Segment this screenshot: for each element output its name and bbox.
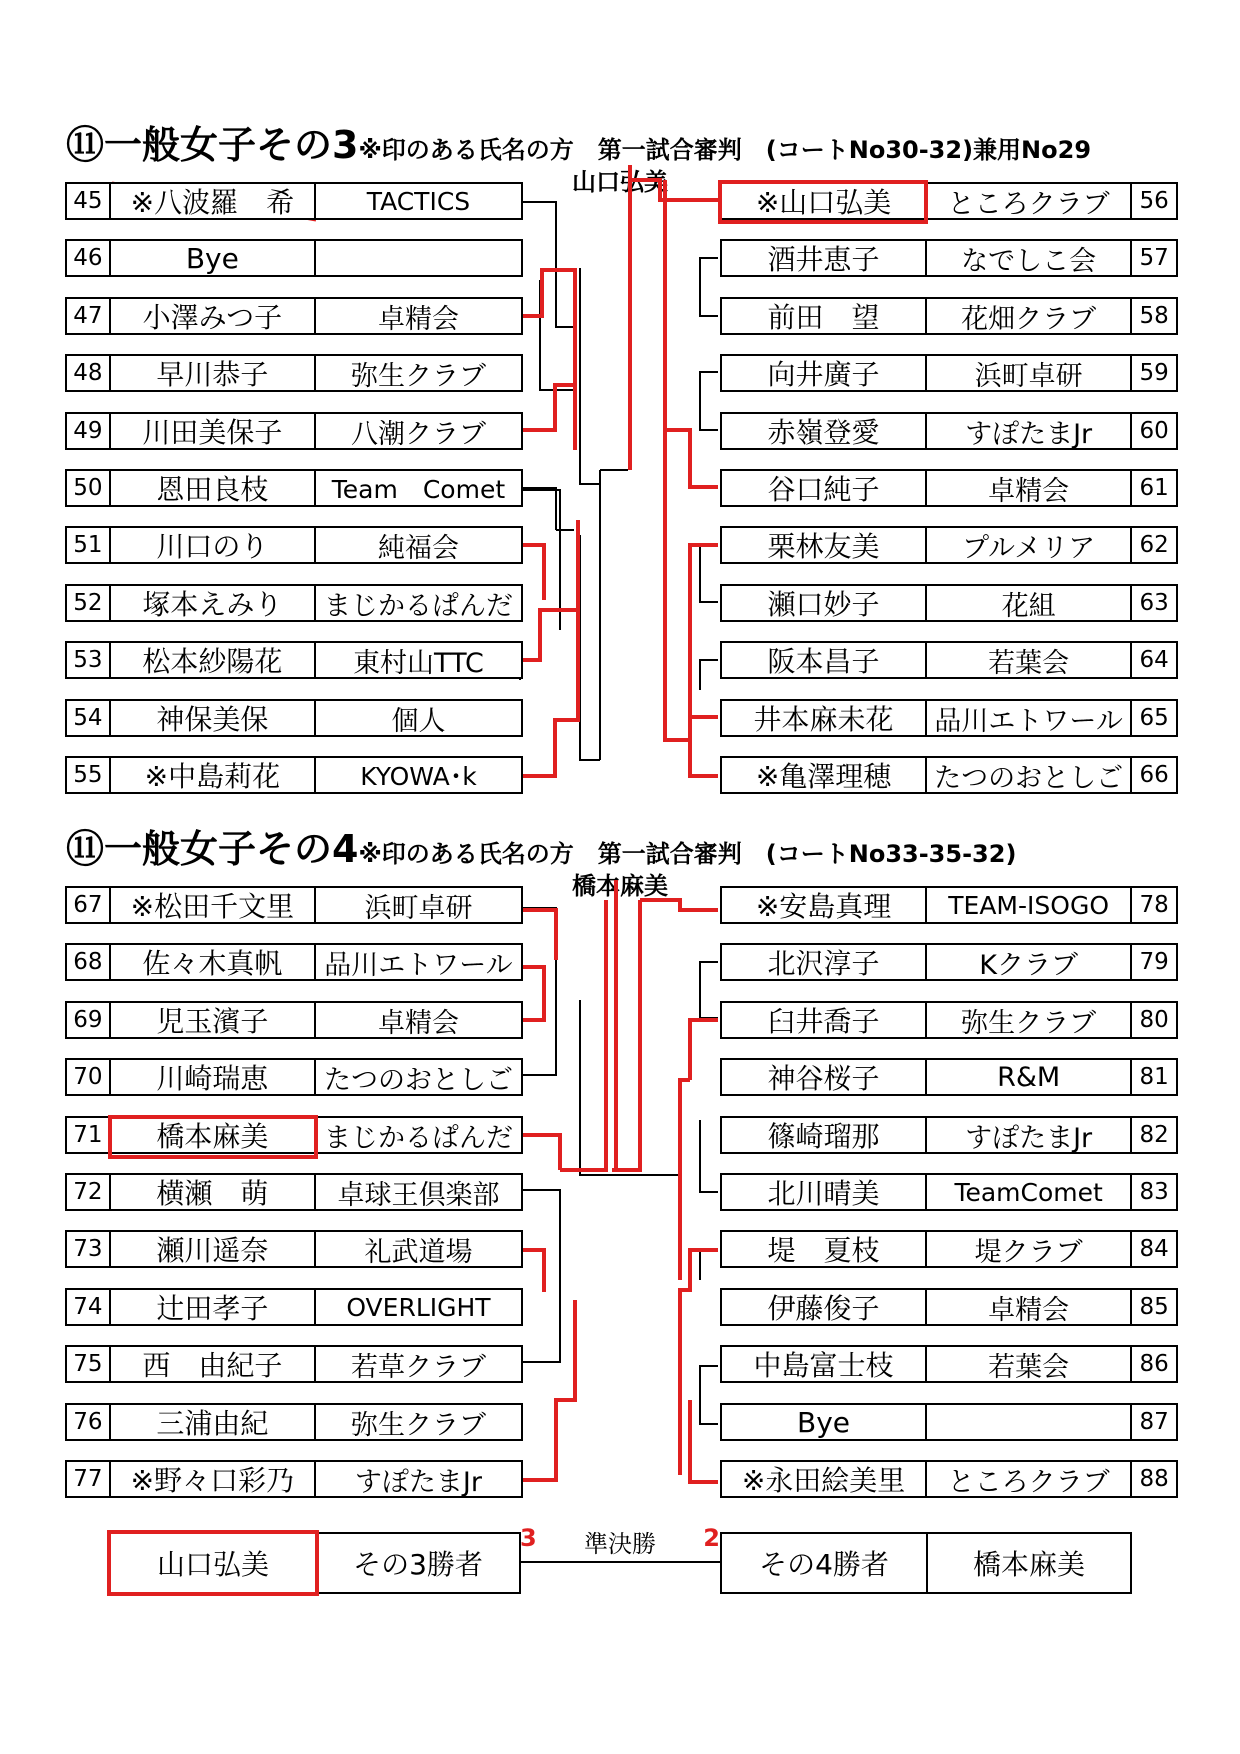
entry-number: 55	[67, 758, 111, 792]
entry-number: 61	[1139, 475, 1169, 501]
section4-left-entry	[65, 1460, 523, 1498]
club-name: OVERLIGHT	[346, 1292, 491, 1322]
player-name: 栗林友美	[722, 528, 927, 562]
entry-number: 52	[67, 586, 111, 620]
player-name: 中島富士枝	[722, 1347, 927, 1381]
entry-number: 46	[67, 241, 111, 275]
club-name	[316, 241, 521, 275]
entry-number: 82	[1139, 1122, 1169, 1148]
section3-right-entry	[720, 526, 1178, 564]
entry-number: 47	[67, 299, 111, 333]
player-name: Bye	[111, 241, 316, 275]
entry-number: 81	[1139, 1064, 1169, 1090]
entry-number: 45	[67, 184, 111, 218]
player-name: 北川晴美	[722, 1175, 927, 1209]
section4-winner-label: 橋本麻美	[572, 872, 668, 900]
entry-number: 83	[1139, 1179, 1169, 1205]
club-name: プルメリア	[927, 528, 1132, 562]
club-name: なでしこ会	[927, 241, 1132, 275]
semifinal-right-label: その4勝者	[759, 1548, 889, 1581]
section4-right-entry	[720, 1460, 1178, 1498]
club-name	[927, 1405, 1132, 1439]
entry-number: 68	[67, 945, 111, 979]
entry-number: 54	[67, 701, 111, 735]
player-name: 篠崎瑠那	[722, 1118, 927, 1152]
club-name: Kクラブ	[927, 945, 1132, 979]
section4-left-entry	[65, 1173, 523, 1211]
club-name: 卓精会	[927, 1290, 1132, 1324]
entry-number: 65	[1139, 705, 1169, 731]
entry-number: 48	[67, 356, 111, 390]
player-name: ※永田絵美里	[722, 1462, 927, 1496]
player-name: 横瀬 萌	[111, 1175, 316, 1209]
club-name: R&M	[927, 1060, 1132, 1094]
section4-left-entry	[65, 1345, 523, 1383]
section4-left-entry	[65, 1288, 523, 1326]
section4-right-entry	[720, 1288, 1178, 1326]
club-name: 卓精会	[377, 303, 459, 333]
entry-number: 69	[67, 1003, 111, 1037]
player-name: 瀬川遥奈	[111, 1232, 316, 1266]
player-name: 佐々木真帆	[111, 945, 316, 979]
entry-number: 86	[1139, 1351, 1169, 1377]
club-name: 品川エトワール	[927, 701, 1132, 735]
section3-right-entry	[720, 469, 1178, 507]
section3-right-entry	[720, 239, 1178, 277]
club-name: 弥生クラブ	[927, 1003, 1132, 1037]
entry-number: 77	[67, 1462, 111, 1496]
club-name: 浜町卓研	[364, 892, 473, 922]
club-name: すぽたまJr	[354, 1466, 482, 1496]
semifinal-left-box	[109, 1532, 521, 1594]
player-name: 松本紗陽花	[111, 643, 316, 677]
player-name: 谷口純子	[722, 471, 927, 505]
entry-number: 60	[1139, 418, 1169, 444]
section3-right-entry	[720, 182, 1178, 220]
club-name: ところクラブ	[927, 1462, 1132, 1496]
section4-left-entry	[65, 1230, 523, 1268]
section3-right-entry	[720, 297, 1178, 335]
player-name: ※山口弘美	[722, 184, 927, 218]
section4-right-entry	[720, 1058, 1178, 1096]
entry-number: 84	[1139, 1236, 1169, 1262]
section4-title-main: ⑪一般女子その4	[66, 827, 359, 871]
section3-right-entry	[720, 756, 1178, 794]
player-name: 川田美保子	[111, 414, 316, 448]
section3-right-entry	[720, 584, 1178, 622]
section3-left-entry	[65, 297, 523, 335]
player-name: 神谷桜子	[722, 1060, 927, 1094]
player-name: 北沢淳子	[722, 945, 927, 979]
section3-winner-label: 山口弘美	[572, 168, 668, 196]
section4-right-entry	[720, 1403, 1178, 1441]
entry-number: 66	[1139, 762, 1169, 788]
player-name: 小澤みつ子	[111, 299, 316, 333]
player-name: ※中島莉花	[111, 758, 316, 792]
section3-left-entry	[65, 699, 523, 737]
section3-left-entry	[65, 526, 523, 564]
section4-right-entry	[720, 1173, 1178, 1211]
club-name: 弥生クラブ	[350, 1409, 486, 1439]
entry-number: 62	[1139, 532, 1169, 558]
club-name: 卓精会	[927, 471, 1132, 505]
semifinal-left-label: その3勝者	[315, 1534, 519, 1592]
club-name: 個人	[391, 705, 446, 735]
entry-number: 63	[1139, 590, 1169, 616]
club-name: 弥生クラブ	[350, 360, 486, 390]
section3-right-entry	[720, 641, 1178, 679]
club-name: 卓精会	[377, 1007, 459, 1037]
club-name: 花組	[927, 586, 1132, 620]
player-name: 瀬口妙子	[722, 586, 927, 620]
semifinal-label: 準決勝	[584, 1530, 656, 1558]
section3-right-entry	[720, 699, 1178, 737]
club-name: 礼武道場	[364, 1236, 473, 1266]
section3-left-entry	[65, 239, 523, 277]
club-name: たつのおとしご	[927, 758, 1132, 792]
section3-right-entry	[720, 412, 1178, 450]
player-name: 恩田良枝	[111, 471, 316, 505]
semifinal-right-box	[720, 1532, 1132, 1594]
section4-title-note: ※印のある氏名の方 第一試合審判 (コートNo33-35-32)	[358, 840, 1017, 868]
entry-number: 56	[1139, 188, 1169, 214]
club-name: 若草クラブ	[350, 1351, 486, 1381]
club-name: すぽたまJr	[927, 1118, 1132, 1152]
section3-left-entry	[65, 641, 523, 679]
club-name: 卓球王倶楽部	[337, 1179, 500, 1209]
club-name: 品川エトワール	[324, 949, 513, 979]
entry-number: 58	[1139, 303, 1169, 329]
player-name: 前田 望	[722, 299, 927, 333]
player-name: 塚本えみり	[111, 586, 316, 620]
entry-number: 57	[1139, 245, 1169, 271]
section4-right-entry	[720, 943, 1178, 981]
entry-number: 85	[1139, 1294, 1169, 1320]
player-name: 臼井喬子	[722, 1003, 927, 1037]
entry-number: 49	[67, 414, 111, 448]
section4-right-entry	[720, 886, 1178, 924]
section3-left-entry	[65, 756, 523, 794]
section4-right-entry	[720, 1345, 1178, 1383]
club-name: 若葉会	[927, 1347, 1132, 1381]
entry-number: 76	[67, 1405, 111, 1439]
player-name: ※野々口彩乃	[111, 1462, 316, 1496]
club-name: 花畑クラブ	[927, 299, 1132, 333]
section4-left-entry	[65, 1403, 523, 1441]
section3-left-entry	[65, 412, 523, 450]
entry-number: 75	[67, 1347, 111, 1381]
club-name: すぽたまJr	[927, 414, 1132, 448]
player-name: 阪本昌子	[722, 643, 927, 677]
player-name: 赤嶺登愛	[722, 414, 927, 448]
section3-left-entry	[65, 584, 523, 622]
entry-number: 64	[1139, 647, 1169, 673]
section4-left-entry	[65, 1058, 523, 1096]
entry-number: 78	[1139, 892, 1169, 918]
club-name: Team Comet	[331, 475, 506, 504]
section3-left-entry	[65, 182, 523, 220]
club-name: ところクラブ	[927, 184, 1132, 218]
club-name: たつのおとしご	[323, 1064, 513, 1094]
player-name: 川崎瑞恵	[111, 1060, 316, 1094]
semifinal-right-score: 2	[703, 1524, 720, 1552]
semifinal-left-name: 山口弘美	[156, 1548, 269, 1581]
section4-left-entry	[65, 1001, 523, 1039]
player-name: 酒井恵子	[722, 241, 927, 275]
player-name: 橋本麻美	[111, 1118, 316, 1152]
player-name: 川口のり	[111, 528, 316, 562]
club-name: 八潮クラブ	[350, 418, 486, 448]
entry-number: 71	[67, 1118, 111, 1152]
section4-right-entry	[720, 1230, 1178, 1268]
player-name: 堤 夏枝	[722, 1232, 927, 1266]
player-name: Bye	[722, 1405, 927, 1439]
player-name: 神保美保	[111, 701, 316, 735]
entry-number: 70	[67, 1060, 111, 1094]
semifinal-right-name: 橋本麻美	[926, 1534, 1130, 1592]
club-name: TACTICS	[366, 186, 471, 216]
player-name: 西 由紀子	[111, 1347, 316, 1381]
entry-number: 67	[67, 888, 111, 922]
player-name: 向井廣子	[722, 356, 927, 390]
club-name: 純福会	[377, 532, 459, 562]
club-name: 浜町卓研	[927, 356, 1132, 390]
club-name: 堤クラブ	[927, 1232, 1132, 1266]
entry-number: 88	[1139, 1466, 1169, 1492]
player-name: ※松田千文里	[111, 888, 316, 922]
section3-left-entry	[65, 354, 523, 392]
player-name: 伊藤俊子	[722, 1290, 927, 1324]
player-name: ※八波羅 希	[111, 184, 316, 218]
entry-number: 59	[1139, 360, 1169, 386]
player-name: ※亀澤理穂	[722, 758, 927, 792]
section3-title-main: ⑪一般女子その3	[66, 123, 359, 167]
section4-right-entry	[720, 1001, 1178, 1039]
semifinal-label-row	[520, 1524, 720, 1559]
club-name: まじかるぱんだ	[323, 1122, 513, 1152]
club-name: 若葉会	[927, 643, 1132, 677]
section4-right-entry	[720, 1116, 1178, 1154]
club-name: まじかるぱんだ	[323, 590, 513, 620]
player-name: 早川恭子	[111, 356, 316, 390]
section3-right-entry	[720, 354, 1178, 392]
player-name: ※安島真理	[722, 888, 927, 922]
club-name: KYOWA･k	[360, 762, 477, 791]
entry-number: 87	[1139, 1409, 1169, 1435]
entry-number: 74	[67, 1290, 111, 1324]
section4-left-entry	[65, 886, 523, 924]
player-name: 辻田孝子	[111, 1290, 316, 1324]
section3-left-entry	[65, 469, 523, 507]
player-name: 児玉濱子	[111, 1003, 316, 1037]
section4-left-entry	[65, 943, 523, 981]
entry-number: 51	[67, 528, 111, 562]
club-name: 東村山TTC	[353, 647, 484, 677]
entry-number: 50	[67, 471, 111, 505]
entry-number: 79	[1139, 949, 1169, 975]
entry-number: 80	[1139, 1007, 1169, 1033]
player-name: 井本麻未花	[722, 701, 927, 735]
club-name: TeamComet	[927, 1175, 1132, 1209]
semifinal-left-score: 3	[520, 1524, 537, 1552]
section4-left-entry	[65, 1116, 523, 1154]
entry-number: 53	[67, 643, 111, 677]
section3-title-note: ※印のある氏名の方 第一試合審判 (コートNo30-32)兼用No29	[358, 136, 1092, 164]
club-name: TEAM-ISOGO	[927, 888, 1132, 922]
player-name: 三浦由紀	[111, 1405, 316, 1439]
entry-number: 73	[67, 1232, 111, 1266]
entry-number: 72	[67, 1175, 111, 1209]
